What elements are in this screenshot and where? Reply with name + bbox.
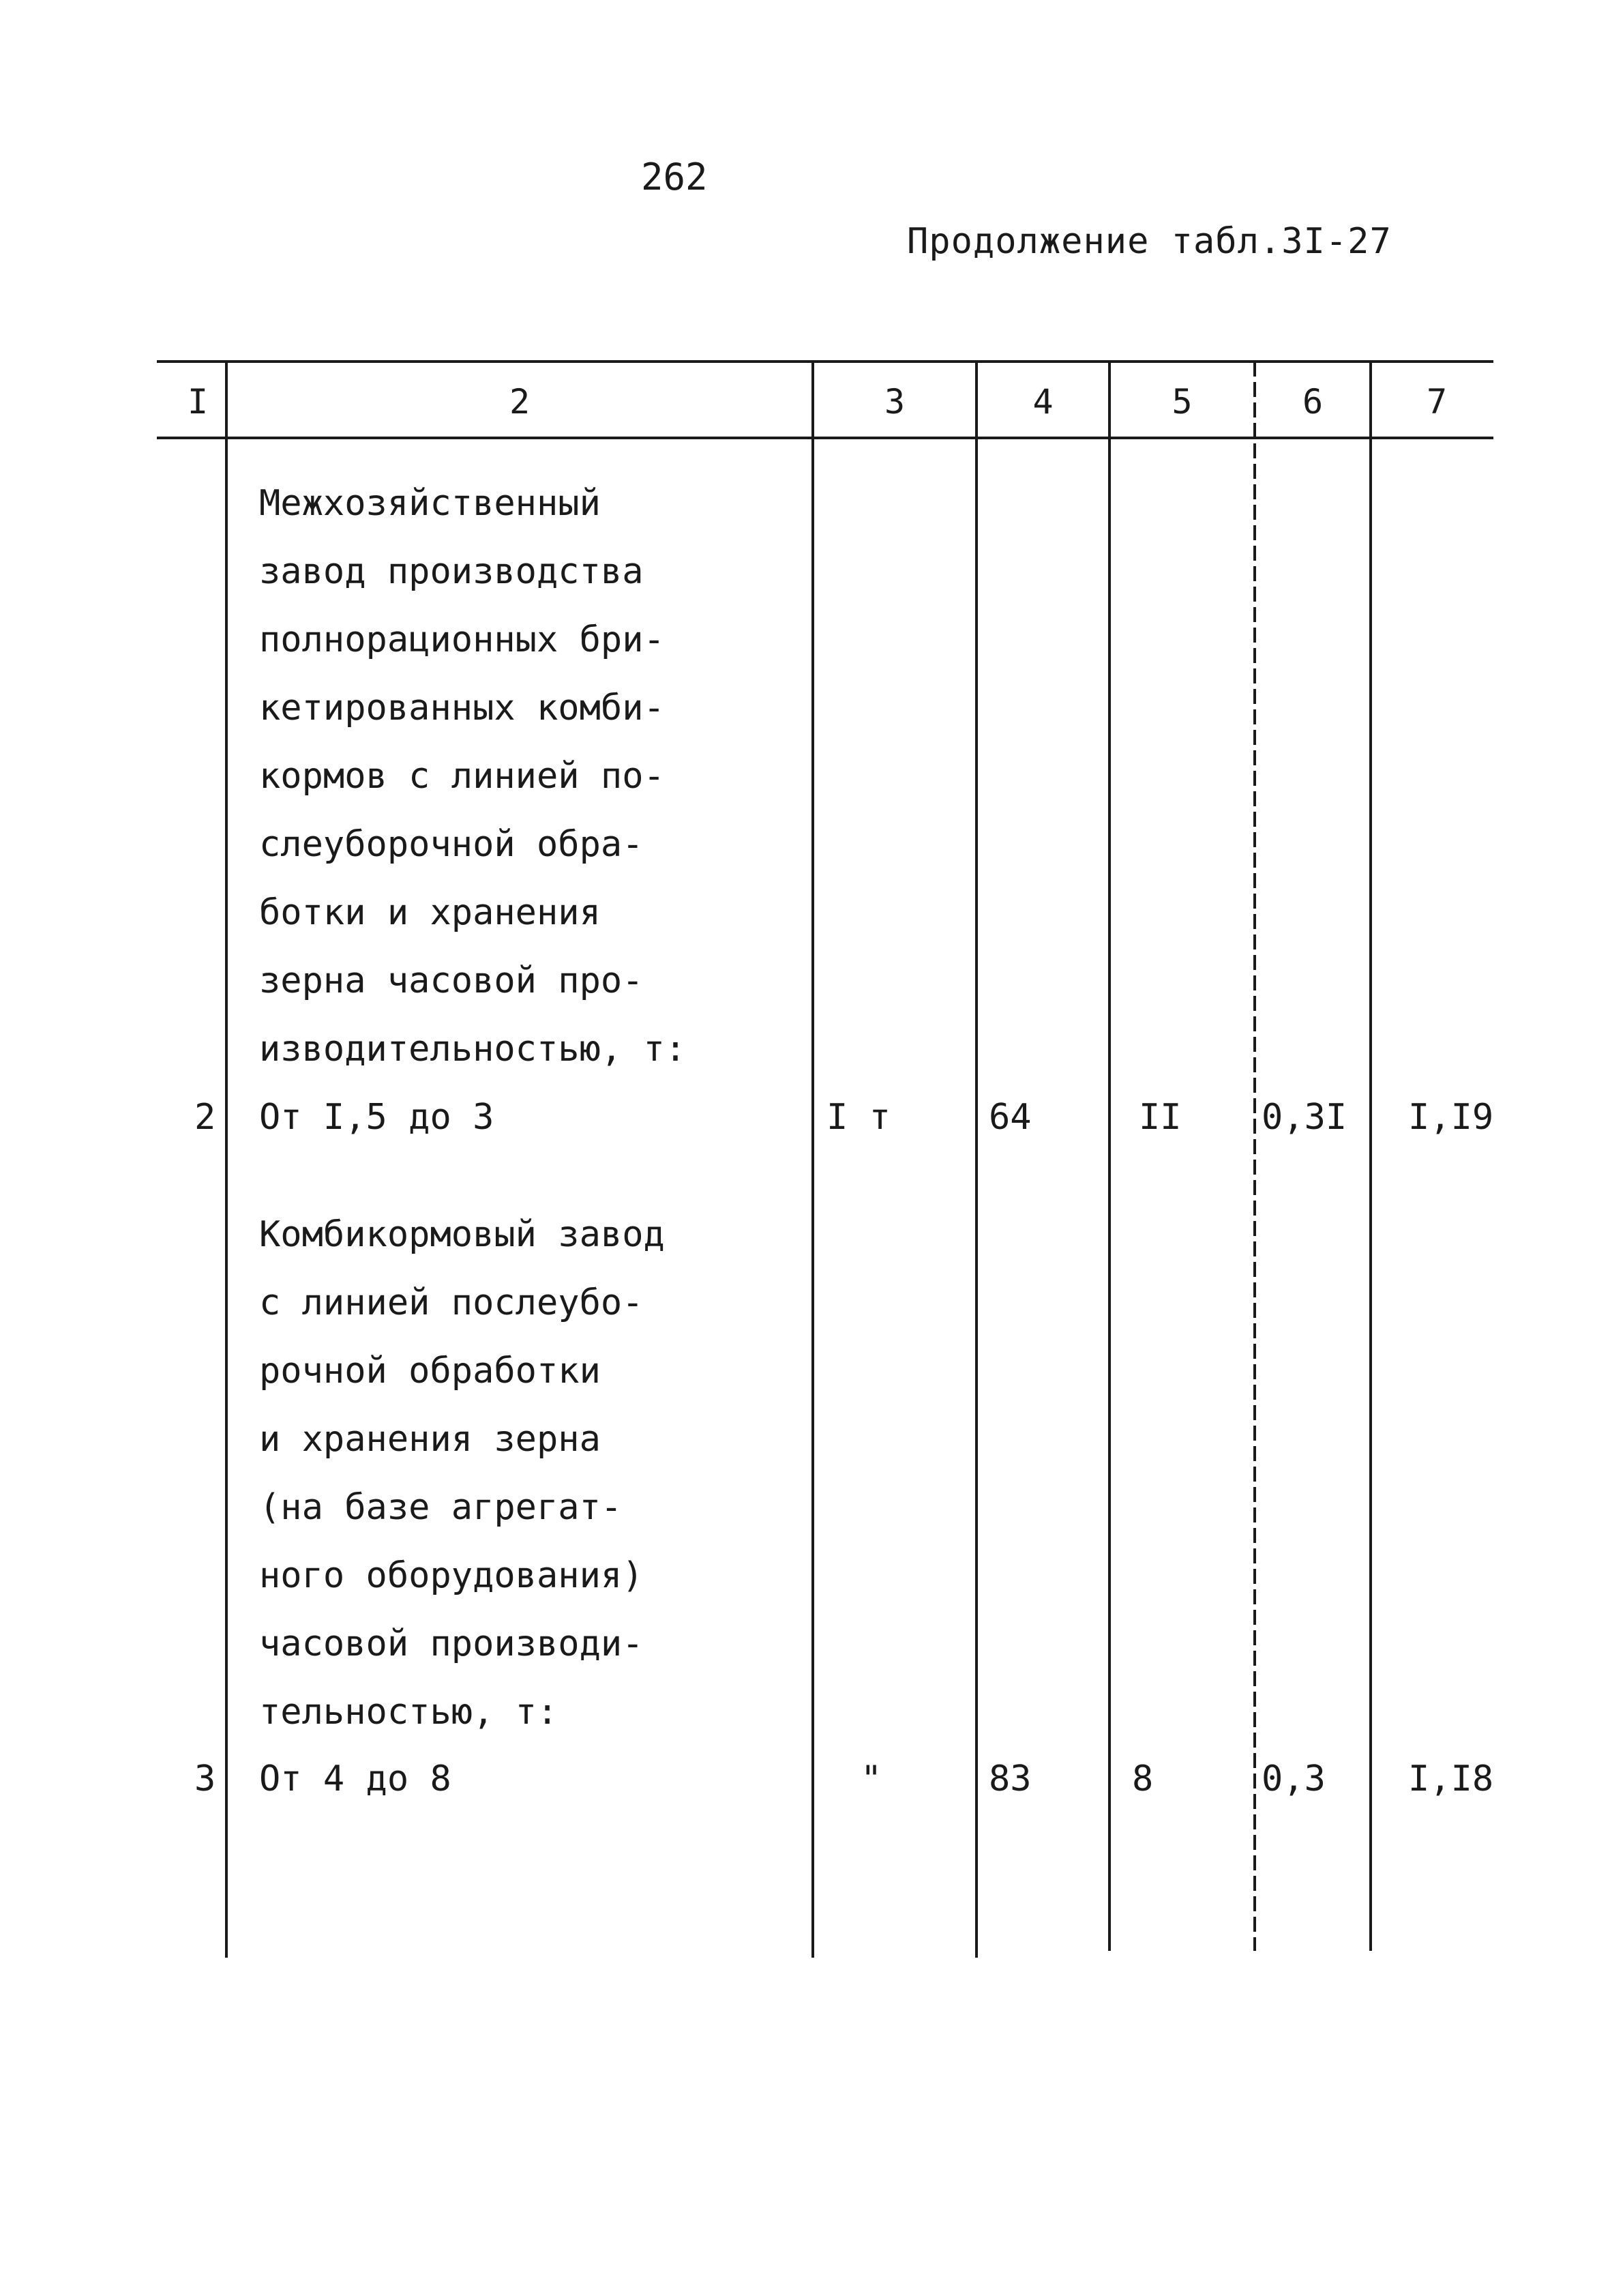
header-col-5: 5 [1172,382,1193,422]
table-header-rule [157,437,1493,439]
row-unit: " [861,1758,882,1799]
row-description-line: кормов с линией по- [259,756,665,797]
row-description-line: тельностью, т: [259,1692,558,1733]
row-description-line: с линией послеубо- [259,1282,644,1323]
row-col7: I,I8 [1408,1758,1494,1799]
row-description-line: рочной обработки [259,1351,601,1392]
row-col4: 83 [989,1758,1032,1799]
row-description-line: Межхозяйственный [259,483,601,524]
row-col7: I,I9 [1408,1097,1494,1138]
header-col-4: 4 [1032,382,1054,422]
row-description-line: От 4 до 8 [259,1758,451,1799]
row-description-line: полнорационных бри- [259,619,665,660]
row-col5: 8 [1132,1758,1154,1799]
header-col-2: 2 [509,382,531,422]
row-description-line: (на базе агрегат- [259,1487,623,1528]
header-col-3: 3 [884,382,906,422]
row-description-line: ного оборудования) [259,1555,644,1596]
column-divider-1 [225,362,228,1958]
header-col-7: 7 [1426,382,1448,422]
column-divider-3 [975,362,978,1958]
row-description-line: слеуборочной обра- [259,824,644,865]
row-unit: I т [826,1097,891,1138]
row-description-line: кетированных комби- [259,688,665,728]
row-description-line: завод производства [259,551,644,592]
column-divider-4 [1108,362,1111,1951]
row-description-line: изводительностью, т: [259,1029,687,1070]
row-number: 3 [194,1758,216,1799]
column-divider-6 [1369,362,1372,1951]
row-description-line: Комбикормовый завод [259,1214,665,1255]
header-col-1: I [187,382,209,422]
row-description-line: часовой производи- [259,1623,644,1664]
table-top-rule [157,360,1493,363]
row-number: 2 [194,1097,216,1138]
row-description-line: ботки и хранения [259,892,601,933]
row-col5: II [1139,1097,1182,1138]
column-divider-2 [811,362,814,1958]
row-col6: 0,3 [1262,1758,1326,1799]
page-number: 262 [641,156,708,198]
row-col4: 64 [989,1097,1032,1138]
row-description-line: От I,5 до 3 [259,1097,494,1138]
column-divider-5 [1253,362,1256,1951]
continuation-title: Продолжение табл.3I-27 [907,221,1392,262]
header-col-6: 6 [1302,382,1324,422]
row-col6: 0,3I [1262,1097,1347,1138]
row-description-line: зерна часовой про- [259,960,644,1001]
row-description-line: и хранения зерна [259,1419,601,1460]
